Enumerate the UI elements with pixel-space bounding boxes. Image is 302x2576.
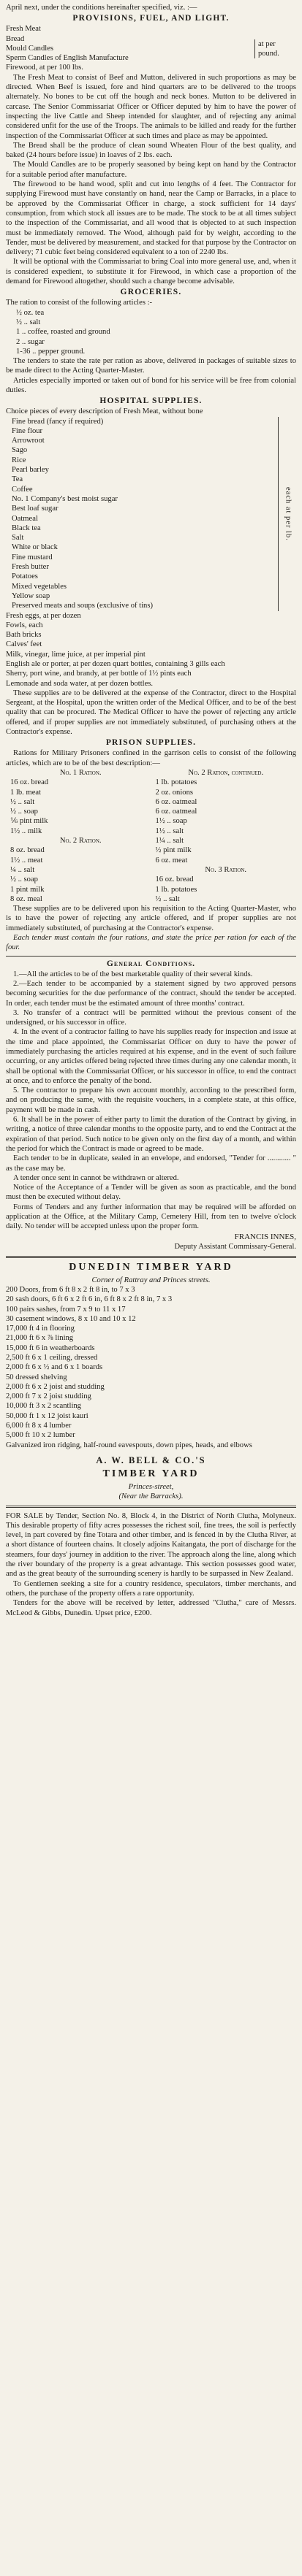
hospital-extra-item: Milk, vinegar, lime juice, at per imperial pint — [6, 650, 146, 659]
prison-ration-line: 1½ .. meat — [10, 856, 43, 865]
hospital-lead: Choice pieces of every description of Fresh Meat, without bone — [6, 407, 203, 416]
sale-paragraph: Tenders for the above will be received by letter, addressed "Clutha," care of Messrs. McLeod & Gibbs, Dunedin. Upset price, £200. — [6, 1599, 296, 1617]
prison-ration-line: 1 lb. meat — [10, 788, 42, 797]
hospital-extra-item: Fresh eggs, at per dozen — [6, 611, 81, 620]
paragraph: These supplies are to be delivered at the expense of the Contractor, direct to the Hospital Sergeant, at the Hospital, upon the written order of the Medical Officer, and to be of the best quality that can be procured. The Medical Officer to have the power of rejecting any article offered, and if proper supplies are not immediately substituted, of purchasing others at the Contractor's expense. — [6, 689, 296, 737]
hospital-item: Best loaf sugar — [12, 505, 58, 513]
paragraph: The Fresh Meat to consist of Beef and Mutton, delivered in such proportions as may be directed. When Beef is issued, fore and hind quarters are to be delivered to the troops alternately. No bones to be cut off the hough and neck bones. Mutton to be delivered in carcase. The Senior Commissariat Officer or Officer deputed by him to have the power of inspecting the live Cattle and Sheep intended for slaughter, and of rejecting any animal considered unfit for the use of the Troops. The animals to be killed and ready for the further inspection of the Commissariat Officer at such times and place as may be appointed. — [6, 73, 296, 140]
hospital-item: White or black — [12, 543, 58, 552]
hospital-extra-item: Bath bricks — [6, 631, 42, 640]
ration-item: 1-36 .. pepper ground. — [16, 347, 86, 356]
provisions-list — [6, 24, 296, 72]
hospital-extra-item: Sherry, port wine, and brandy, at per bottle of 1½ pints each — [6, 670, 192, 678]
timber-stock-line: 15,000 ft 6 in weatherboards — [6, 1343, 95, 1352]
paragraph: These supplies are to be delivered upon his requisition to the Acting Quarter-Master, who is to have the power of rejecting any article offered, and if proper supplies are not immediately substituted, of purchasing at the Contractor's expense. — [6, 905, 296, 932]
prison-ration-line: 6 oz. meat — [155, 856, 188, 865]
groceries-heading: GROCERIES. — [120, 288, 182, 297]
prison-ration-line: No. 1 Ration. — [59, 768, 102, 777]
prison-ration-line: 1½ .. soap — [155, 817, 187, 826]
hospital-item: Preserved meats and soups (exclusive of tins) — [12, 602, 153, 610]
condition-paragraph: 1.—All the articles to be of the best marketable quality of their several kinds. — [13, 970, 253, 978]
hospital-side-note — [280, 417, 296, 611]
yard-near: (Near the Barracks). — [118, 1492, 184, 1501]
prison-ration-line: 16 oz. bread — [155, 875, 194, 884]
hospital-item: No. 1 Company's best moist sugar — [12, 494, 118, 503]
timber-stock-line: 21,000 ft 6 x ⅞ lining — [6, 1334, 74, 1343]
paragraph: Articles especially imported or taken out of bond for his service will be free from colonial duties. — [6, 376, 296, 394]
timber-stock-line: 200 Doors, from 6 ft 8 x 2 ft 8 in, to 7 x 3 — [6, 1285, 135, 1294]
hospital-item: Mixed vegetables — [12, 582, 67, 591]
paragraph: The Mould Candles are to be properly seasoned by being kept on hand by the Contractor for a suitable period after manufacture. — [6, 161, 296, 179]
hospital-extra-item: Fowls, each — [6, 621, 43, 629]
prison-ration-line: 8 oz. meal — [10, 894, 42, 903]
ration-item: ½ .. salt — [16, 318, 41, 326]
spacer — [6, 1450, 296, 1454]
paragraph: Each tender must contain the four rations, and state the price per ration for each of the four. — [6, 934, 296, 952]
hospital-extra-item: Calves' feet — [6, 640, 42, 649]
provisions-side-note: at per pound. — [254, 39, 296, 58]
timber-yard-heading: DUNEDIN TIMBER YARD — [69, 1261, 233, 1273]
groceries-ration-list — [6, 308, 296, 356]
hospital-item: Salt — [12, 534, 24, 543]
hospital-item: Fine bread (fancy if required) — [12, 417, 104, 426]
prison-ration-line: 8 oz. bread — [10, 846, 45, 855]
hospital-item: Tea — [12, 475, 23, 484]
prison-ration-line: ½ .. soap — [10, 808, 38, 816]
hospital-item: Fresh butter — [12, 563, 49, 572]
provisions-heading: PROVISIONS, FUEL, AND LIGHT. — [72, 14, 230, 23]
provision-item: Sperm Candles of English Manufacture — [6, 54, 129, 63]
ration-item: 1 .. coffee, roasted and ground — [16, 328, 110, 337]
prison-ration-line: ½ pint milk — [155, 846, 192, 855]
timber-stock-line: 2,000 ft 6 x ½ and 6 x 1 boards — [6, 1363, 103, 1372]
hospital-item: Fine mustard — [12, 553, 53, 561]
prison-ration-line: 6 oz. oatmeal — [155, 808, 197, 816]
hospital-item: Black tea — [12, 524, 41, 532]
condition-paragraph: 2.—Each tender to be accompanied by a statement signed by two approved persons becoming securities for the due performance of the contract, should the tender be accepted. In order, each tender must be the estimated amount of three months' contract. — [6, 979, 296, 1008]
prison-lead: Rations for Military Prisoners confined in the garrison cells to consist of the following articles, which are to be of the best description:— — [6, 749, 296, 767]
condition-paragraph: 6. It shall be in the power of either party to limit the duration of the Contract by giving, in writing, a notice of three calendar months to the opposite party, and to end the Contract at the expiration of that period. Such notice to be given only on the first day of a month, and within the period for which the Contract is made or agreed to be made. — [6, 1116, 296, 1153]
prison-ration-line: 1½ .. milk — [10, 827, 42, 835]
prison-rations-left — [6, 768, 151, 904]
prison-ration-line: 6 oz. oatmeal — [155, 797, 197, 806]
timber-stock-line: Galvanized iron ridging, half-round eavespouts, down pipes, heads, and elbows — [6, 1441, 252, 1449]
divider — [6, 1256, 296, 1258]
condition-paragraph: 5. The contractor to prepare his own account monthly, according to the prescribed form, and on producing the same, with the requisite vouchers, in a complete state, at this office, payment will be made in cash. — [6, 1086, 296, 1114]
paragraph: The tenders to state the rate per ration as above, delivered in packages of suitable sizes to be made direct to the Acting Quarter-Master. — [6, 357, 296, 375]
provisions-items — [6, 24, 254, 72]
hospital-item: Pearl barley — [12, 466, 49, 475]
timber-stock-line: 5,000 ft 10 x 2 lumber — [6, 1431, 75, 1440]
prison-ration-line: 16 oz. bread — [10, 778, 49, 787]
prison-heading: PRISON SUPPLIES. — [105, 738, 197, 748]
timber-stock-line: 30 casement windows, 8 x 10 and 10 x 12 — [6, 1314, 136, 1323]
timber-stock-line: 2,000 ft 7 x 2 joist studding — [6, 1392, 91, 1401]
hospital-items — [6, 417, 279, 611]
timber-stock-line: 50 dressed shelving — [6, 1373, 67, 1381]
provision-item: Mould Candles — [6, 44, 54, 53]
condition-paragraph: Each tender to be in duplicate, sealed in an envelope, and endorsed, "Tender for ............ " as the case may be. — [6, 1154, 296, 1173]
timber-yard-address: Corner of Rattray and Princes streets. — [91, 1276, 211, 1284]
paragraph: The Bread shall be the produce of clean sound Wheaten Flour of the best quality, and baked (24 hours before issue) in loaves of 2 lbs. each. — [6, 141, 296, 160]
prison-ration-line: No. 3 Ration. — [205, 865, 247, 874]
hospital-item: Sago — [12, 446, 28, 455]
yard-heading: TIMBER YARD — [102, 1468, 200, 1479]
hospital-extra-item: English ale or porter, at per dozen quart bottles, containing 3 gills each — [6, 660, 225, 668]
timber-stock-line: 2,000 ft 6 x 2 joist and studding — [6, 1382, 105, 1391]
intro-line: April next, under the conditions hereinafter specified, viz. :— — [6, 4, 197, 12]
sale-paragraph: To Gentlemen seeking a site for a country residence, speculators, timber merchants, and others, the purchase of the property offers a rare opportunity. — [6, 1579, 296, 1598]
provision-item: Firewood, at per 100 lbs. — [6, 64, 83, 72]
prison-rations-table — [6, 768, 296, 904]
yard-address: Princes-street, — [128, 1482, 174, 1491]
timber-stock-line: 10,000 ft 3 x 2 scantling — [6, 1402, 81, 1411]
prison-ration-line: 1 pint milk — [10, 885, 45, 894]
condition-paragraph: Forms of Tenders and any further information that may be required will be afforded on application at the Office, at the Military Camp, Cemetery Hill, from ten to twelve o'clock daily. No tender will be accepted unless upon the proper form. — [6, 1203, 296, 1231]
prison-ration-line: ⅙ pint milk — [10, 817, 48, 826]
timber-stock-line: 2,500 ft 6 x 1 ceiling, dressed — [6, 1354, 98, 1362]
sale-paragraph: FOR SALE by Tender, Section No. 8, Block 4, in the District of North Clutha, Molyneux. This desirable property of fifty acres possesses the richest soil, fine trees, the soil is perfectly level, in part covered by fine Totara and other timber, and is fenced in by the Clutha River, at a short distance of fourteen chains. It closely adjoins Kaitangata, the port of discharge for the steamers, four days' journey in addition to the river. The approach along the line, along which the river boundary of the property is a great advantage. This section possesses good water, and as the great beauty of the surrounding scenery is hardly to be surpassed in New Zealand. — [6, 1511, 296, 1579]
hospital-item: Potatoes — [12, 572, 38, 581]
hospital-side-text: each at per lb. — [284, 486, 292, 541]
prison-ration-line: 1¼ .. salt — [155, 837, 184, 846]
prison-ration-line: ¼ .. salt — [10, 865, 35, 874]
hospital-item: Fine flour — [12, 426, 43, 435]
groceries-lead: The ration to consist of the following articles :- — [6, 299, 153, 307]
general-conditions-heading: General Conditions. — [106, 959, 196, 968]
hospital-item: Rice — [12, 456, 26, 464]
prison-ration-line: No. 2 Ration. — [59, 837, 102, 846]
hospital-items-list — [6, 417, 296, 611]
hospital-extra-item: Lemonade and soda water, at per dozen bottles. — [6, 679, 154, 688]
condition-paragraph: 4. In the event of a contractor failing to have his supplies ready for inspection and issue at the time and place appointed, the Commissariat Officer on duty to have the power of immediately purchasing the articles required at his expense, and in the event of such failure occurring, or any articles offered being rejected three times during any one calendar month, it shall be optional with the Commissariat Officer, or his successor in office, to end the contract at once, and to enforce the penalty of the bond. — [6, 1028, 296, 1085]
signer-name: FRANCIS INNES, — [234, 1232, 296, 1241]
condition-paragraph: Notice of the Acceptance of a Tender will be given as soon as practicable, and the bond must then be executed without delay. — [6, 1184, 296, 1202]
timber-stock-line: 50,000 ft 1 x 12 joist kauri — [6, 1411, 88, 1420]
timber-stock-line: 100 pairs sashes, from 7 x 9 to 11 x 17 — [6, 1305, 126, 1314]
prison-ration-line: 1 lb. potatoes — [155, 885, 197, 894]
timber-stock-line: 20 sash doors, 6 ft 6 x 2 ft 6 in, 6 ft 8 x 2 ft 8 in, 7 x 3 — [6, 1295, 173, 1304]
prison-ration-line: ½ .. salt — [155, 894, 180, 903]
hospital-extra-list — [6, 611, 296, 689]
prison-ration-line: ½ .. salt — [10, 797, 35, 806]
prison-ration-line: ½ .. soap — [10, 875, 38, 884]
firm-name: A. W. BELL & CO.'S — [96, 1454, 206, 1465]
paragraph: The firewood to be hand wood, split and cut into lengths of 4 feet. The Contractor for supplying Firewood must have constantly on hand, near the Camp or Barracks, in a place to be approved by the Commissariat Officer in charge, a stock sufficient for 14 days' consumption, from which stock all issues are to be made. The stock to be at all times subject to the inspection of the Commissariat, and all wood that is objected to at such inspection must be immediately removed. The Wood, although paid for by weight, according to the Tender, must be delivered by measurement, and stacked for that purpose by the Contractor on delivery; 71 cubic feet being considered equivalent to a ton of 2240 lbs. — [6, 180, 296, 257]
paragraph: It will be optional with the Commissariat to bring Coal into more general use, and, when it is considered expedient, to substitute it for Firewood, in which case a proportion of the demand for Firewood altogether, should such a change become advisable. — [6, 258, 296, 286]
signer-title: Deputy Assistant Commissary-General. — [174, 1242, 296, 1251]
condition-paragraph: 3. No transfer of a contract will be permitted without the previous consent of the undersigned, or his successor in office. — [6, 1008, 296, 1027]
prison-ration-line: 1½ .. salt — [155, 827, 184, 835]
provision-item: Fresh Meat — [6, 25, 41, 34]
condition-paragraph: A tender once sent in cannot be withdrawn or altered. — [13, 1173, 179, 1182]
ration-item: ½ oz. tea — [16, 308, 45, 317]
timber-stock-line: 17,000 ft 4 in flooring — [6, 1325, 75, 1333]
hospital-item: Coffee — [12, 485, 33, 494]
hospital-item: Arrowroot — [12, 437, 45, 445]
divider — [6, 956, 296, 957]
ration-item: 2 .. sugar — [16, 337, 45, 346]
timber-stock-list — [6, 1285, 296, 1450]
timber-stock-line: 6,000 ft 8 x 4 lumber — [6, 1422, 72, 1430]
divider — [6, 1506, 296, 1508]
prison-rations-right — [151, 768, 297, 904]
hospital-item: Yellow soap — [12, 591, 50, 600]
hospital-heading: HOSPITAL SUPPLIES. — [99, 396, 203, 406]
provision-item: Bread — [6, 34, 25, 43]
hospital-item: Oatmeal — [12, 514, 38, 523]
prison-ration-line: 1 lb. potatoes — [155, 778, 197, 787]
prison-ration-line: No. 2 Ration, continued. — [188, 768, 264, 777]
prison-ration-line: 2 oz. onions — [155, 788, 193, 797]
